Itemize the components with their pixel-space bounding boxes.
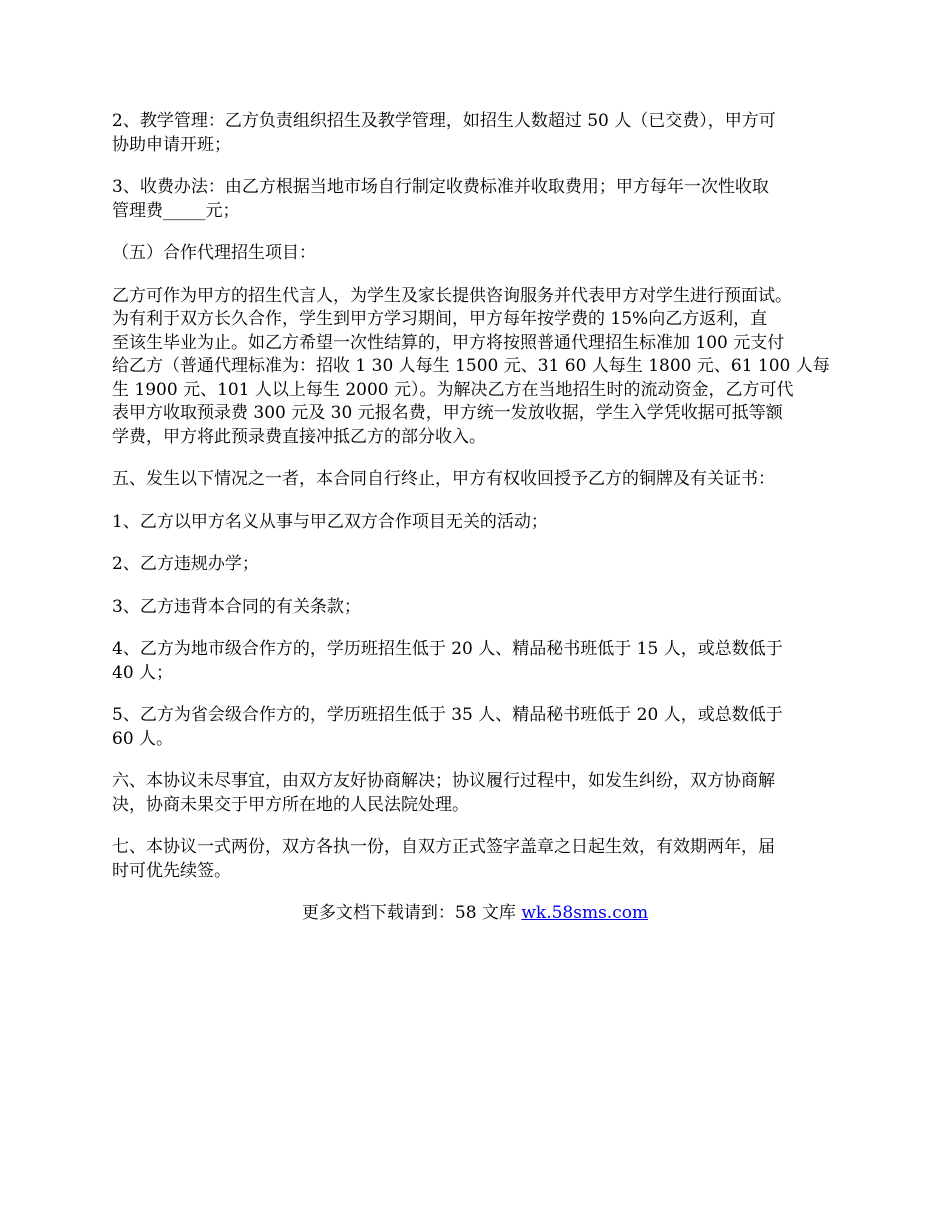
list-item-termination-4	[112, 638, 852, 685]
list-item-termination-5	[112, 704, 852, 751]
text-line: 2、教学管理：乙方负责组织招生及教学管理，如招生人数超过 50 人（已交费），甲方可	[112, 111, 776, 131]
text-line: 给乙方（普通代理标准为：招收 1 30 人每生 1500 元、31 60 人每生 1800 元、61 100 人每	[112, 356, 830, 376]
text-line: 七、本协议一式两份，双方各执一份，自双方正式签字盖章之日起生效，有效期两年，届	[112, 837, 775, 857]
text-line: 1、乙方以甲方名义从事与甲乙双方合作项目无关的活动；	[112, 511, 548, 532]
text-line: 表甲方收取预录费 300 元及 30 元报名费，甲方统一发放收据，学生入学凭收据可抵等额	[112, 403, 783, 423]
text-line: 5、乙方为省会级合作方的，学历班招生低于 35 人、精品秘书班低于 20 人，或总数低于	[112, 705, 783, 725]
text-line: 3、收费办法：由乙方根据当地市场自行制定收费标准并收取费用；甲方每年一次性收取	[112, 177, 769, 197]
text-line: 协助申请开班；	[112, 134, 231, 155]
footer-link[interactable]: wk.58sms.com	[521, 903, 649, 923]
section-heading: （五）合作代理招生项目：	[112, 243, 316, 263]
list-item-termination-1	[112, 511, 852, 535]
footer-download-note	[112, 902, 838, 926]
footer-text: 更多文档下载请到：58 文库	[301, 903, 522, 923]
clause-six	[112, 770, 852, 817]
text-line: 40 人；	[112, 662, 174, 683]
paragraph-agency-details	[112, 285, 852, 450]
clause-seven	[112, 836, 852, 883]
text-line: 管理费_____元；	[112, 200, 240, 221]
text-line: 六、本协议未尽事宜，由双方友好协商解决；协议履行过程中，如发生纠纷，双方协商解	[112, 771, 775, 791]
section-heading: 五、发生以下情况之一者，本合同自行终止，甲方有权收回授予乙方的铜牌及有关证书：	[112, 469, 775, 489]
document-body	[112, 110, 852, 926]
text-line: 时可优先续签。	[112, 860, 231, 881]
section-heading-termination	[112, 468, 852, 492]
text-line: 生 1900 元、101 人以上每生 2000 元）。为解决乙方在当地招生时的流动资金，乙方可代	[112, 379, 794, 400]
list-item-termination-2	[112, 553, 852, 577]
text-line: 学费，甲方将此预录费直接冲抵乙方的部分收入。	[112, 426, 486, 447]
text-line: 为有利于双方长久合作，学生到甲方学习期间，甲方每年按学费的 15%向乙方返利，直	[112, 309, 768, 329]
paragraph-fee-method	[112, 176, 852, 223]
paragraph-teaching-management	[112, 110, 852, 157]
section-heading-agency-recruitment	[112, 242, 852, 266]
list-item-termination-3	[112, 596, 852, 620]
text-line: 至该生毕业为止。如乙方希望一次性结算的，甲方将按照普通代理招生标准加 100 元支付	[112, 332, 785, 353]
text-line: 乙方可作为甲方的招生代言人，为学生及家长提供咨询服务并代表甲方对学生进行预面试。	[112, 285, 792, 306]
text-line: 决，协商未果交于甲方所在地的人民法院处理。	[112, 794, 469, 815]
text-line: 2、乙方违规办学；	[112, 554, 259, 574]
text-line: 3、乙方违背本合同的有关条款；	[112, 596, 361, 617]
text-line: 60 人。	[112, 728, 174, 749]
text-line: 4、乙方为地市级合作方的，学历班招生低于 20 人、精品秘书班低于 15 人，或总数低于	[112, 639, 783, 659]
